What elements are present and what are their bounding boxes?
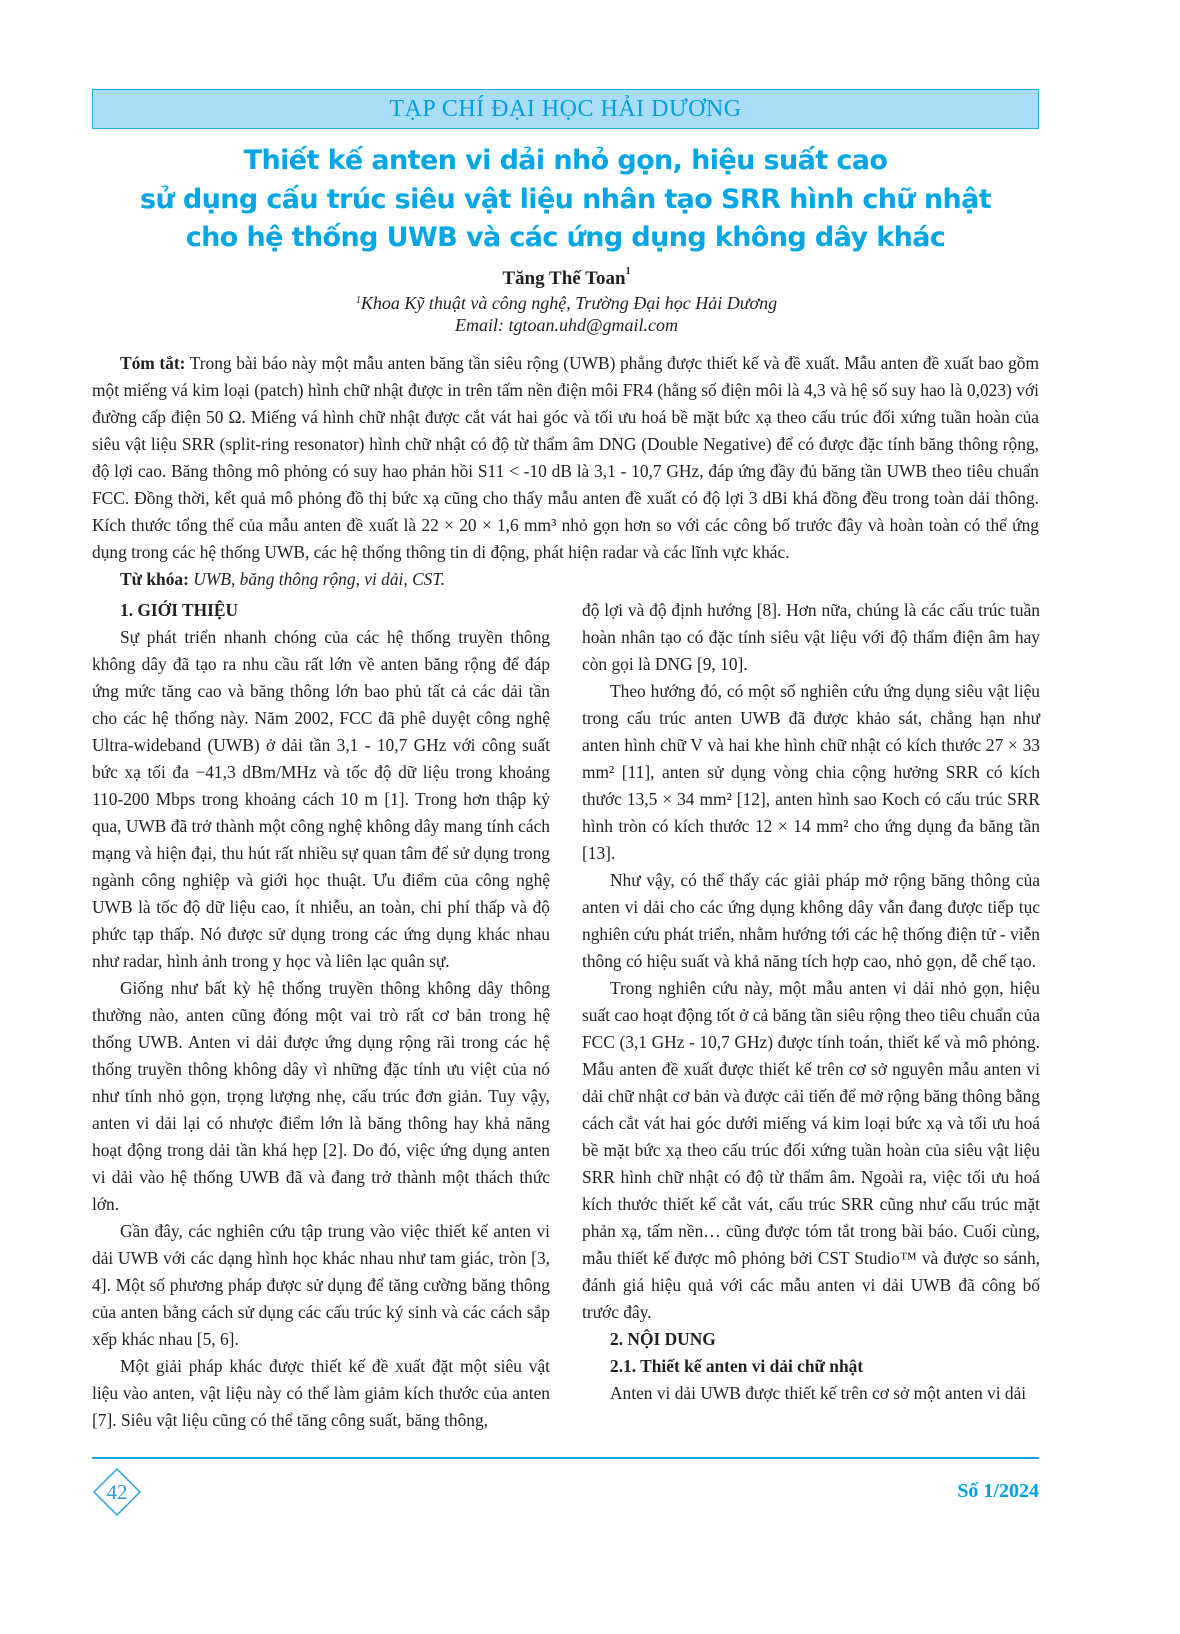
abstract-text: Trong bài báo này một mẫu anten băng tần siêu rộng (UWB) phẳng được thiết kế và đề xuất. Mẫu anten đề xuất bao gồm một miếng vá kim loại (patch) hình chữ nhật được in trên tấm nền điện môi FR4 (hằng số điện môi là 4,3 và hệ số suy hao là 0,023) với đường cấp điện 50 Ω. Miếng vá hình chữ nhật được cắt vát hai góc và tối ưu hoá bề mặt bức xạ theo cấu trúc đối xứng tuần hoàn của siêu vật liệu SRR (split-ring resonator) hình chữ nhật có độ từ thẩm âm DNG (Double Negative) để có được đặc tính băng thông rộng, độ lợi cao. Băng thông mô phỏng có suy hao phản hồi S11 < -10 dB là 3,1 - 10,7 GHz, đáp ứng đầy đủ băng tần UWB theo tiêu chuẩn FCC. Đồng thời, kết quả mô phỏng đồ thị bức xạ cũng cho thấy mẫu anten đề xuất có độ lợi 3 dBi khá đồng đều trong toàn dải thông. Kích thước tổng thể của mẫu anten đề xuất là 22 × 20 × 1,6 mm³ nhỏ gọn hơn so với các công bố trước đây và hoàn toàn có thể ứng dụng trong các hệ thống UWB, các hệ thống thông tin di động, phát hiện radar và các lĩnh vực khác. <box>92 353 1039 562</box>
paragraph: Gần đây, các nghiên cứu tập trung vào việc thiết kế anten vi dải UWB với các dạng hình học khác nhau như tam giác, tròn [3, 4]. Một số phương pháp được sử dụng để tăng cường băng thông của anten bằng cách sử dụng các cấu trúc ký sinh và các cách sắp xếp khác nhau [5, 6]. <box>92 1221 550 1349</box>
issue-number: Số 1/2024 <box>957 1480 1039 1502</box>
affiliation-sup: 1 <box>355 295 361 306</box>
left-column <box>92 597 550 1434</box>
subsection-heading: 2.1. Thiết kế anten vi dải chữ nhật <box>610 1356 864 1376</box>
paragraph: Theo hướng đó, có một số nghiên cứu ứng dụng siêu vật liệu trong cấu trúc anten UWB đã được khảo sát, chẳng hạn như anten hình chữ V và hai khe hình chữ nhật có kích thước 27 × 33 mm² [11], anten sử dụng vòng chia cộng hưởng SRR có kích thước 13,5 × 34 mm² [12], anten hình sao Koch có cấu trúc SRR hình tròn có kích thước 12 × 14 mm² cho ứng dụng đa băng tần [13]. <box>582 681 1040 863</box>
author <box>0 268 1133 290</box>
paragraph: Anten vi dải UWB được thiết kế trên cơ sở một anten vi dải <box>610 1383 1027 1403</box>
paragraph: Như vậy, có thể thấy các giải pháp mở rộng băng thông của anten vi dải cho các ứng dụng không dây vẫn đang được tiếp tục nghiên cứu phát triển, nhằm hướng tới các hệ thống điện tử - viễn thông có hiệu suất và khả năng tích hợp cao, nhỏ gọn, dễ chế tạo. <box>582 870 1040 971</box>
affiliation <box>0 292 1133 336</box>
author-name: Tăng Thế Toan <box>502 268 626 289</box>
journal-name: TẠP CHÍ ĐẠI HỌC HẢI DƯƠNG <box>389 96 742 122</box>
paragraph: Một giải pháp khác được thiết kế đề xuất đặt một siêu vật liệu vào anten, vật liệu này có thể làm giảm kích thước của anten [7]. Siêu vật liệu cũng có thể tăng công suất, băng thông, <box>92 1356 550 1430</box>
email: Email: tgtoan.uhd@gmail.com <box>454 315 679 335</box>
page-number: 42 <box>106 1480 128 1504</box>
abstract-label: Tóm tắt: <box>120 353 186 373</box>
journal-banner <box>92 89 1039 129</box>
title-line: sử dụng cấu trúc siêu vật liệu nhân tạo SRR hình chữ nhật <box>139 183 992 215</box>
author-sup: 1 <box>625 266 631 277</box>
keywords: UWB, băng thông rộng, vi dải, CST. <box>188 569 446 589</box>
abstract <box>92 350 1039 593</box>
title-line: cho hệ thống UWB và các ứng dụng không dây khác <box>185 222 946 253</box>
paper-title <box>92 142 1039 258</box>
section-heading: 1. GIỚI THIỆU <box>120 600 239 620</box>
paragraph: Trong nghiên cứu này, một mẫu anten vi dải nhỏ gọn, hiệu suất cao hoạt động tốt ở cả băng tần siêu rộng theo tiêu chuẩn của FCC (3,1 GHz - 10,7 GHz) được tính toán, thiết kế và mô phỏng. Mẫu anten đề xuất được thiết kế trên cơ sở nguyên mẫu anten vi dải chữ nhật cơ bản và được cải tiến để mở rộng băng thông bằng cách cắt vát hai góc dưới miếng vá kim loại bức xạ và tối ưu hoá bề mặt bức xạ theo cấu trúc đối xứng tuần hoàn của siêu vật liệu SRR hình chữ nhật có độ từ thẩm âm. Ngoài ra, việc tối ưu hoá kích thước thiết kế cắt vát, cấu trúc SRR cũng như cấu trúc mặt phản xạ, tấm nền… cũng được tóm tắt trong bài báo. Cuối cùng, mẫu thiết kế được mô phỏng bởi CST Studio™ và được so sánh, đánh giá hiệu quả với các mẫu anten vi dải UWB đã công bố trước đây. <box>582 978 1040 1322</box>
affiliation-text: Khoa Kỹ thuật và công nghệ, Trường Đại học Hải Dương <box>360 293 778 313</box>
paragraph: độ lợi và độ định hướng [8]. Hơn nữa, chúng là các cấu trúc tuần hoàn nhân tạo có đặc tính siêu vật liệu với độ thẩm điện âm hay còn gọi là DNG [9, 10]. <box>582 600 1040 674</box>
footer-rule <box>92 1457 1039 1459</box>
paragraph: Sự phát triển nhanh chóng của các hệ thống truyền thông không dây đã tạo ra nhu cầu rất lớn về anten băng rộng để đáp ứng mức tăng cao và băng thông lớn bao phủ tất cả các dải tần cho các hệ thống này. Năm 2002, FCC đã phê duyệt công nghệ Ultra-wideband (UWB) ở dải tần 3,1 - 10,7 GHz với công suất bức xạ tối đa −41,3 dBm/MHz và tốc độ dữ liệu trong khoảng 110-200 Mbps trong khoảng cách 10 m [1]. Trong hơn thập kỷ qua, UWB đã trở thành một công nghệ không dây mang tính cách mạng và hiện đại, thu hút rất nhiều sự quan tâm để sử dụng trong ngành công nghiệp và giới học thuật. Ưu điểm của công nghệ UWB là tốc độ dữ liệu cao, ít nhiễu, an toàn, chi phí thấp và độ phức tạp thấp. Nó được sử dụng trong các ứng dụng khác nhau như radar, hình ảnh trong y học và liên lạc quân sự. <box>92 627 550 971</box>
keywords-label: Từ khóa: <box>120 569 189 589</box>
right-column <box>582 597 1040 1407</box>
paragraph: Giống như bất kỳ hệ thống truyền thông không dây thông thường nào, anten cũng đóng một vai trò rất cơ bản trong hệ thống UWB. Anten vi dải được ứng dụng rộng rãi trong các hệ thống truyền thông không dây vì những đặc tính ưu việt của nó như tính nhỏ gọn, trọng lượng nhẹ, cấu trúc đơn giản. Tuy vậy, anten vi dải lại có nhược điểm lớn là băng thông hay khả năng hoạt động trong dải tần khá hẹp [2]. Do đó, việc ứng dụng anten vi dải vào hệ thống UWB đã và đang trở thành một thách thức lớn. <box>92 978 550 1214</box>
page-number-badge <box>93 1468 141 1516</box>
section-heading: 2. NỘI DUNG <box>610 1329 716 1349</box>
title-line: Thiết kế anten vi dải nhỏ gọn, hiệu suất cao <box>243 145 888 176</box>
